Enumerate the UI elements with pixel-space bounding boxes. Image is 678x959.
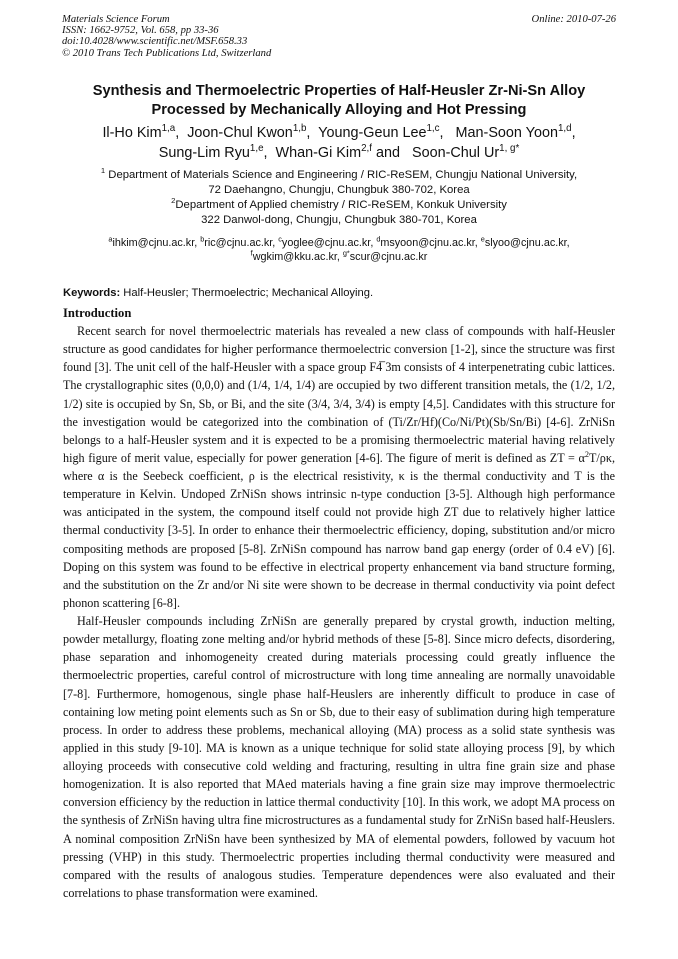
author-affiliation-sup: 1, g* (499, 142, 520, 154)
author-name: Joon-Chul Kwon (187, 125, 293, 141)
author-affiliation-sup: 1,e (249, 142, 264, 154)
email-address[interactable]: slyoo@cjnu.ac.kr (484, 237, 567, 249)
keywords (63, 286, 638, 300)
body-text (63, 322, 615, 902)
email-address[interactable]: msyoon@cjnu.ac.kr (380, 237, 475, 249)
affiliations (40, 168, 638, 228)
author-name: Sung-Lim Ryu (158, 144, 250, 161)
email-address[interactable]: scur@cjnu.ac.kr (349, 251, 428, 263)
online-date: Online: 2010-07-26 (531, 14, 616, 25)
email-sup: a (108, 234, 113, 244)
affiliation-2-line-1 (40, 198, 638, 213)
issn-line: ISSN: 1662-9752, Vol. 658, pp 33-36 (62, 25, 219, 37)
affiliation-text: Department of Applied chemistry / RIC-ReSEM, Konkuk University (175, 199, 507, 211)
author-line-2 (40, 144, 638, 164)
email-sup: e (480, 234, 485, 244)
title-line-1: Synthesis and Thermoelectric Properties of Half-Heusler Zr-Ni-Sn Alloy (92, 83, 586, 99)
journal-name: Materials Science Forum (62, 14, 170, 25)
affiliation-sup: 1 (100, 166, 106, 176)
text-run: T/ρκ, where α is the Seebeck coefficient, ρ is the electrical resistivity, κ is the thermal conductivity and T is the temperature in Kelvin. Undoped ZrNiSn shows intrinsic n-type conduction [3-5]. Although high performance was anticipated in the system, the compound itself could not provide high ZT due to relatively higher lattice thermal conductivity [3-5]. In order to enhance their thermoelectric efficiency, doping, substitution and/or micro compositing methods are proposed [5-8]. ZrNiSn compound has narrow band gap energy (order of 0.4 eV) [6]. Doping on this system was found to be effective in electrical property enhancement via band structure forming, and the substitution on the Zr and/or Ni site were shown to be decrease in thermal conductivity via point defect phonon scattering [6-8]. (63, 450, 615, 610)
author-separator: and (371, 144, 408, 161)
author-affiliation-sup: 1,d (557, 123, 572, 135)
author-separator: , (571, 125, 576, 141)
author-list (40, 124, 638, 163)
email-sup: g* (342, 248, 350, 258)
author-affiliation-sup: 1,a (161, 123, 176, 135)
author-separator: , (175, 125, 184, 141)
email-sup: f (250, 248, 253, 258)
copyright-line: © 2010 Trans Tech Publications Ltd, Switzerland (62, 47, 272, 59)
text-run: Half-Heusler compounds including ZrNiSn are generally prepared by crystal growth, induction melting, powder metallurgy, floating zone melting and/or hybrid methods of these [5-8]. Since micro defects, disordering, phase separation and inhomogeneity created during materials processing could greatly influence the thermoelectric properties, careful control of microstructure with long time annealing are normally unavoidable [7-8]. Furthermore, homogenous, single phase half-Heuslers are inherently difficult to produce in case of containing low meting point elements such as Sn or Sb, due to their easy of sublimation during high temperature process. In order to address these problems, mechanical alloying (MA) process as a solid state synthesis was applied in this study [9-10]. MA is known as a unique technique for solid state alloying process [9], by which alloying proceeds with consecutive cold welding and fracturing, resulting in ultra fine grain size and phase homogenization. It is also reported that MAed materials having a fine grain size may improve thermoelectric conversion efficiency by the reduction in lattice thermal conductivity [10]. In this work, we adopt MA process on the synthesis of ZrNiSn having ultra fine microstructures as a fundamental study for ZrNiSn based half-Heuslers. A nominal composition ZrNiSn have been synthesized by MA of elemental powders, followed by vacuum hot pressing (VHP) in this study. Thermoelectric properties including thermal conductivity were measured and compared with the results of analogous studies. Temperature dependences were also evaluated and their correlations to phase transformation were examined. (63, 614, 615, 900)
superscript: 2 (584, 449, 589, 459)
paper-title (40, 82, 638, 120)
affiliation-1-line-1 (40, 168, 638, 183)
email-list (40, 236, 638, 264)
author-separator: , (263, 144, 272, 161)
email-line-2: $^f$wgkim@kku.ac.kr, $^{g*}$scur@cjnu.ac.kr (250, 248, 428, 263)
keywords-text: Half-Heusler; Thermoelectric; Mechanical Alloying. (120, 287, 374, 299)
affiliation-sup: 2 (171, 196, 176, 206)
affiliation-2-line-2: 322 Danwol-dong, Chungju, Chungbuk 380-701, Korea (201, 214, 477, 226)
affiliation-text: Department of Materials Science and Engineering / RIC-ReSEM, Chungju National University, (105, 169, 578, 181)
author-name: Young-Geun Lee (318, 125, 427, 141)
email-address[interactable]: wgkim@kku.ac.kr (252, 251, 337, 263)
keywords-label: Keywords: (63, 287, 121, 299)
paragraph (63, 322, 615, 612)
email-address[interactable]: ric@cjnu.ac.kr (204, 237, 273, 249)
email-address[interactable]: yoglee@cjnu.ac.kr (281, 237, 371, 249)
author-name: Soon-Chul Ur (411, 144, 500, 161)
section-heading: Introduction (63, 306, 132, 320)
paragraph (63, 612, 615, 902)
email-sup: c (278, 234, 282, 244)
author-separator: , (439, 125, 452, 141)
author-line-1 (40, 124, 638, 144)
author-affiliation-sup: 2,f (361, 142, 372, 154)
author-separator: , (306, 125, 315, 141)
email-line-1: $^a$ihkim@cjnu.ac.kr, $^b$ric@cjnu.ac.kr, $^c$yoglee@cjnu.ac.kr, $^d$msyoon@cjnu.ac.kr, $^e$slyoo@cjnu.ac.kr, (108, 234, 570, 249)
doi-line[interactable]: doi:10.4028/www.scientific.net/MSF.658.33 (62, 36, 248, 48)
email-address[interactable]: ihkim@cjnu.ac.kr (112, 237, 195, 249)
text-run: Recent search for novel thermoelectric materials has revealed a new class of compounds with half-Heusler structure as good candidates for higher performance thermoelectric conversion [1-2], since the structure was first found [3]. The unit cell of the half-Heusler with a space group F4̅ 3m consists of 4 interpenetrating cubic lattices. The crystallographic sites (0,0,0) and (1/4, 1/4, 1/4) are occupied by two different transition metals, the (1/2, 1/2, 1/2) site is occupied by Sn, Sb, or Bi, and the site (3/4, 3/4, 3/4) is empty [4,5]. Candidates with this structure for the investigation would be categorized into the combination of (Ti/Zr/Hf)(Co/Ni/Pt)(Sb/Sn/Bi) [4-6]. ZrNiSn belongs to a half-Heusler system and it is expected to be a promising thermoelectric material having relatively high figure of merit value, especially for power generation [4-6]. The figure of merit is defined as ZT = α (63, 324, 615, 465)
author-affiliation-sup: 1,b (292, 123, 307, 135)
author-affiliation-sup: 1,c (426, 123, 440, 135)
affiliation-1-line-2: 72 Daehangno, Chungju, Chungbuk 380-702, Korea (208, 184, 470, 196)
email-sup: b (200, 234, 205, 244)
author-name: Whan-Gi Kim (275, 144, 362, 161)
title-line-2: Processed by Mechanically Alloying and Hot Pressing (151, 102, 527, 118)
author-name: Man-Soon Yoon (455, 125, 558, 141)
journal-header (62, 14, 616, 59)
email-sup: d (376, 234, 381, 244)
author-name: Il-Ho Kim (102, 125, 162, 141)
